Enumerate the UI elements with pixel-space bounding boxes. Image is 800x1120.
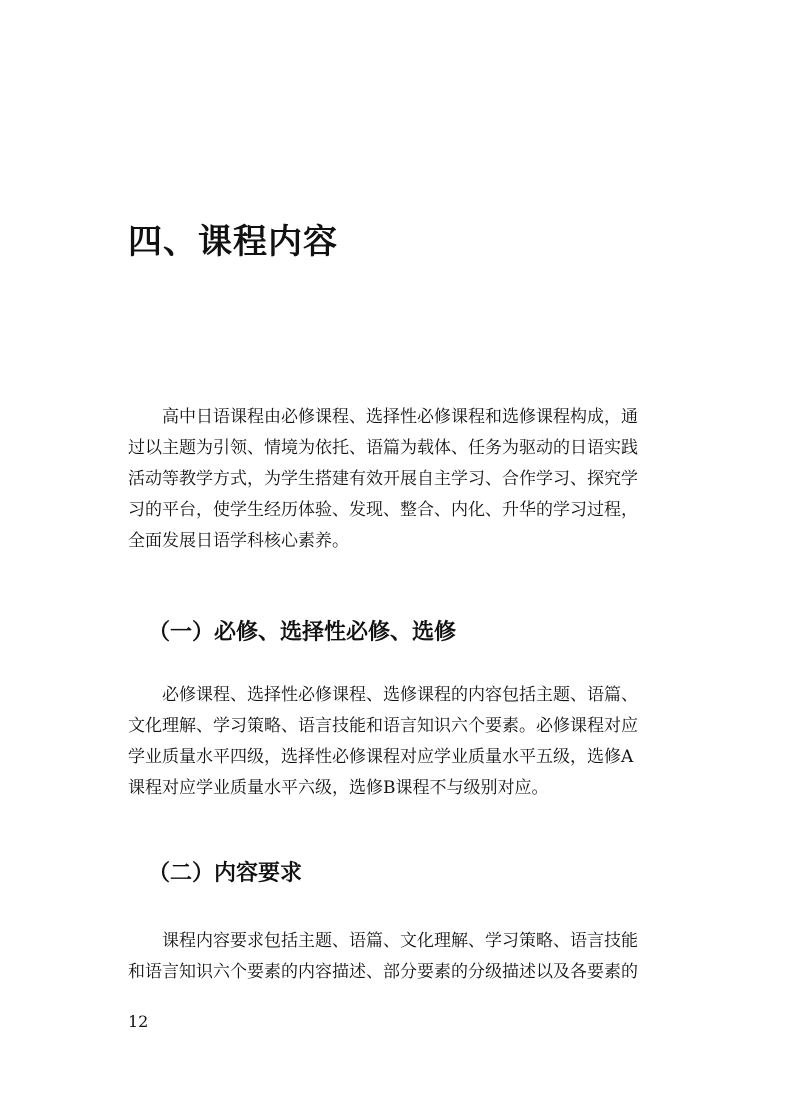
paragraph-line: 课程对应学业质量水平六级，选修B课程不与级别对应。: [128, 778, 549, 798]
section-heading-required: （一）必修、选择性必修、选修: [148, 619, 457, 645]
paragraph-line: 过以主题为引领、情境为依托、语篇为载体、任务为驱动的日语实践: [128, 438, 638, 458]
paragraph-line: 和语言知识六个要素的内容描述、部分要素的分级描述以及各要素的: [128, 962, 638, 982]
section1-paragraph: [128, 680, 676, 804]
section-heading-content-requirements: （二）内容要求: [148, 860, 303, 886]
paragraph-line: 学业质量水平四级，选择性必修课程对应学业质量水平五级，选修A: [128, 747, 634, 767]
intro-paragraph: [128, 402, 676, 557]
section2-paragraph: [128, 926, 676, 988]
paragraph-line: 文化理解、学习策略、语言技能和语言知识六个要素。必修课程对应: [128, 716, 638, 736]
paragraph-line: 必修课程、选择性必修课程、选修课程的内容包括主题、语篇、: [162, 685, 638, 705]
paragraph-line: 高中日语课程由必修课程、选择性必修课程和选修课程构成，通: [162, 407, 638, 427]
page-number: 12: [128, 1012, 149, 1031]
paragraph-line: 全面发展日语学科核心素养。: [128, 531, 349, 551]
paragraph-line: 活动等教学方式，为学生搭建有效开展自主学习、合作学习、探究学: [128, 469, 638, 489]
paragraph-line: 习的平台，使学生经历体验、发现、整合、内化、升华的学习过程，: [128, 500, 638, 520]
chapter-title: 四、课程内容: [128, 222, 338, 262]
paragraph-line: 课程内容要求包括主题、语篇、文化理解、学习策略、语言技能: [162, 931, 638, 951]
